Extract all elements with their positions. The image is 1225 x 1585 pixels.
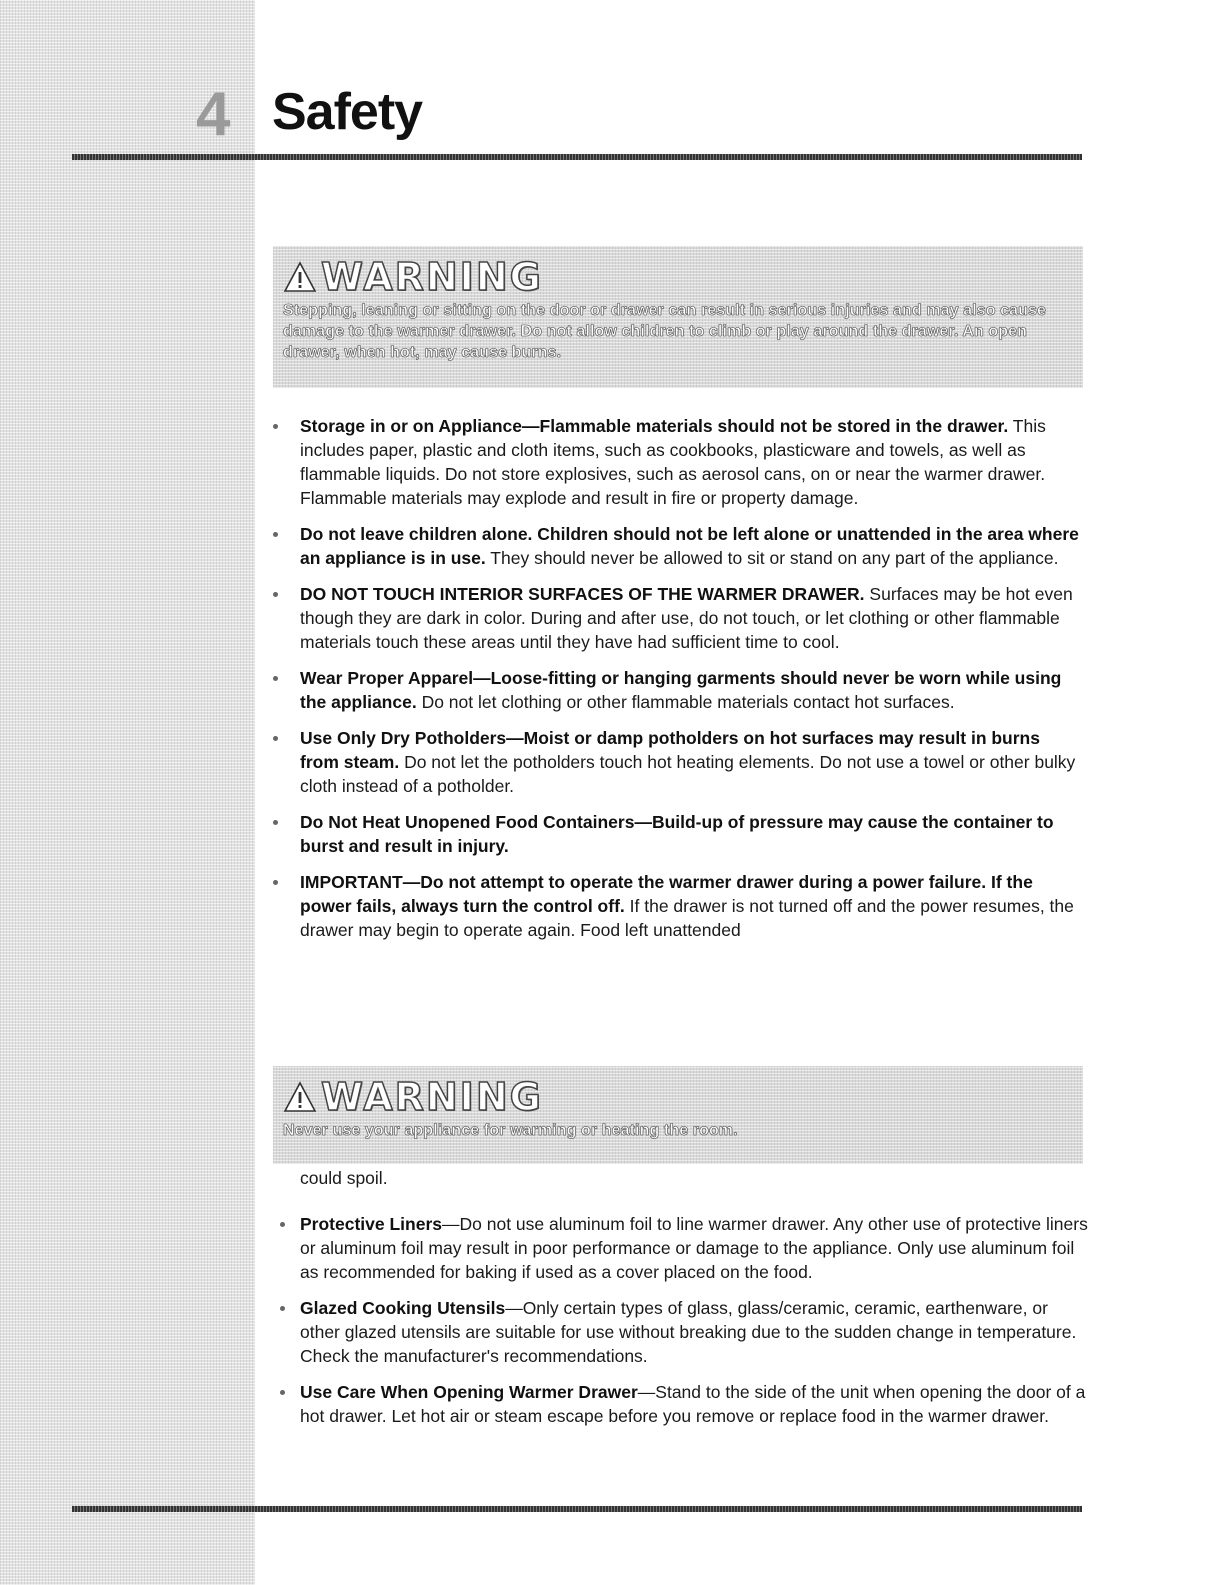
warning-label: WARNING: [321, 1075, 543, 1119]
list-item: [280, 1296, 1090, 1368]
list-item: [270, 522, 1080, 570]
list-item: [270, 582, 1080, 654]
item-heading: Glazed Cooking Utensils: [300, 1298, 506, 1318]
footer-rule: [72, 1506, 1082, 1512]
sidebar-texture: [0, 0, 255, 1585]
item-text: —Only certain types of glass, glass/ceramic, ceramic, earthenware, or other glazed utensils are suitable for use without breaking due to the sudden change in temperature. Check the manufacturer's recommendations.: [300, 1298, 1077, 1366]
warning-triangle-icon: [283, 261, 317, 293]
warning-box: [273, 1066, 1083, 1164]
list-item: [270, 810, 1080, 858]
item-text: They should never be allowed to sit or stand on any part of the appliance.: [485, 548, 1059, 568]
item-text: —Do not use aluminum foil to line warmer drawer. Any other use of protective liners or aluminum foil may result in poor performance or damage to the appliance. Only use aluminum foil as recommended for baking if used as a cover placed on the food.: [300, 1214, 1088, 1282]
item-heading: Use Care When Opening Warmer Drawer: [300, 1382, 638, 1402]
warning-box: [273, 246, 1083, 388]
list-item: [270, 870, 1080, 942]
list-item: [280, 1212, 1090, 1284]
list-item: [270, 666, 1080, 714]
item-text: —Stand to the side of the unit when opening the door of a hot drawer. Let hot air or steam escape before you remove or replace food in the warmer drawer.: [300, 1382, 1086, 1426]
item-text: Surfaces may be hot even though they are dark in color. During and after use, do not touch, or let clothing or other flammable materials touch these areas until they have had sufficient time to cool.: [300, 584, 1073, 652]
warning-text: Stepping, leaning or sitting on the door or drawer can result in serious injuries and may also cause damage to the warmer drawer. Do not allow children to climb or play around the drawer. An open drawer, when hot, may cause burns.: [283, 302, 1047, 361]
warning-text: Never use your appliance for warming or heating the room.: [283, 1122, 738, 1139]
item-heading: Wear Proper Apparel—Loose-fitting or hanging garments should never be worn while using the appliance.: [300, 668, 1062, 712]
safety-list-continued: [280, 1212, 1090, 1440]
item-heading: Storage in or on Appliance—Flammable materials should not be stored in the drawer.: [300, 416, 1009, 436]
item-text: If the drawer is not turned off and the power resumes, the drawer may begin to operate again. Food left unattended: [300, 896, 1074, 940]
warning-header: [283, 1076, 1071, 1118]
warning-label: WARNING: [321, 255, 543, 299]
chapter-number: 4: [196, 80, 231, 149]
item-heading: Protective Liners: [300, 1214, 442, 1234]
item-heading: Do not leave children alone. Children should not be left alone or unattended in the area where an appliance is in use.: [300, 524, 1079, 568]
warning-header: [283, 256, 1071, 298]
list-item: [270, 726, 1080, 798]
item-text: This includes paper, plastic and cloth items, such as cookbooks, plasticware and towels, as well as flammable liquids. Do not store explosives, such as aerosol cans, on or near the warmer drawer. Flammable materials may explode and result in fire or property damage.: [300, 416, 1046, 508]
safety-list: [270, 414, 1080, 954]
item-text: Do not let clothing or other flammable materials contact hot surfaces.: [416, 692, 955, 712]
continued-text: could spoil.: [300, 1168, 388, 1188]
item-heading: Use Only Dry Potholders—Moist or damp potholders on hot surfaces may result in burns from steam.: [300, 728, 1040, 772]
header-rule: [72, 154, 1082, 160]
item-heading: Do Not Heat Unopened Food Containers—Build-up of pressure may cause the container to burst and result in injury.: [300, 812, 1054, 856]
list-item: [270, 414, 1080, 510]
list-item: [280, 1380, 1090, 1428]
item-heading: DO NOT TOUCH INTERIOR SURFACES OF THE WARMER DRAWER.: [300, 584, 865, 604]
item-heading: IMPORTANT—Do not attempt to operate the warmer drawer during a power failure. If the power fails, always turn the control off.: [300, 872, 1033, 916]
page-title: Safety: [272, 83, 423, 141]
item-text: Do not let the potholders touch hot heating elements. Do not use a towel or other bulky cloth instead of a potholder.: [300, 752, 1076, 796]
warning-triangle-icon: [283, 1081, 317, 1113]
